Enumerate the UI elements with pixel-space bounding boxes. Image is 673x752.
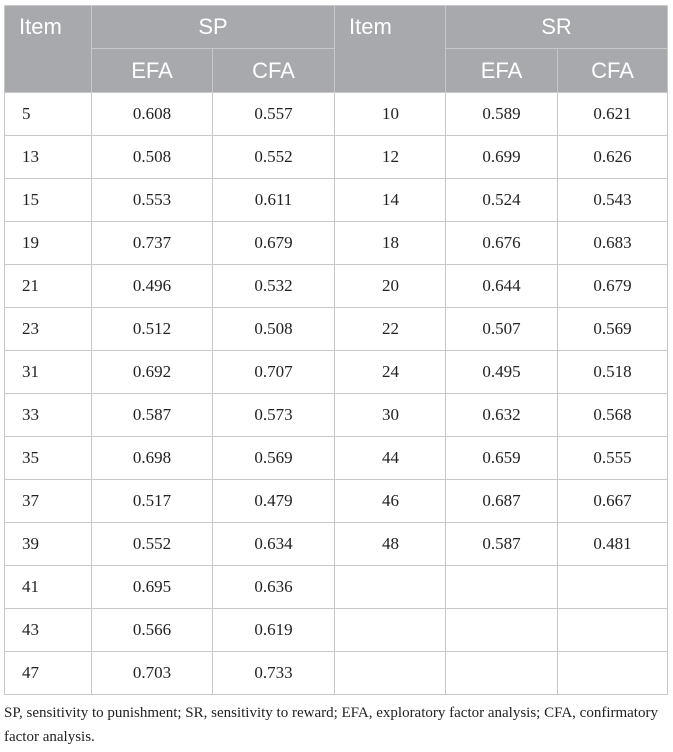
table-footnote: SP, sensitivity to punishment; SR, sensitivity to reward; EFA, exploratory factor analysis; CFA, confirmatory factor analysis. — [4, 705, 658, 745]
sr-efa-cell: 0.507 — [446, 308, 558, 351]
sr-item-cell: 14 — [335, 179, 446, 222]
sp-efa-cell: 0.703 — [92, 652, 213, 695]
sr-cfa-cell — [558, 566, 668, 609]
sp-efa-cell: 0.698 — [92, 437, 213, 480]
sp-cfa-cell: 0.532 — [213, 265, 335, 308]
sr-item-cell — [335, 609, 446, 652]
sp-efa-cell: 0.695 — [92, 566, 213, 609]
sp-cfa-cell: 0.479 — [213, 480, 335, 523]
sp-item-cell: 13 — [5, 136, 92, 179]
sp-cfa-header: CFA — [213, 49, 335, 93]
sr-item-header: Item — [335, 6, 446, 93]
table-row — [5, 652, 668, 695]
sr-efa-cell: 0.699 — [446, 136, 558, 179]
factor-loadings-table — [4, 5, 668, 695]
table-row — [5, 480, 668, 523]
sr-cfa-cell: 0.568 — [558, 394, 668, 437]
sr-efa-cell: 0.495 — [446, 351, 558, 394]
table-row — [5, 222, 668, 265]
sp-item-cell: 5 — [5, 93, 92, 136]
sr-item-cell: 24 — [335, 351, 446, 394]
sr-item-cell: 30 — [335, 394, 446, 437]
sr-cfa-cell: 0.679 — [558, 265, 668, 308]
table-row — [5, 179, 668, 222]
sp-item-cell: 43 — [5, 609, 92, 652]
sp-group-header: SP — [92, 6, 335, 49]
sp-item-cell: 47 — [5, 652, 92, 695]
sp-item-header: Item — [5, 6, 92, 93]
sp-item-cell: 39 — [5, 523, 92, 566]
sr-efa-cell: 0.632 — [446, 394, 558, 437]
sr-group-header: SR — [446, 6, 668, 49]
sr-efa-cell: 0.644 — [446, 265, 558, 308]
sr-cfa-cell: 0.626 — [558, 136, 668, 179]
table-row — [5, 437, 668, 480]
table-row — [5, 523, 668, 566]
sp-item-cell: 37 — [5, 480, 92, 523]
sp-efa-cell: 0.512 — [92, 308, 213, 351]
sr-cfa-cell — [558, 652, 668, 695]
sp-item-cell: 41 — [5, 566, 92, 609]
table-row — [5, 136, 668, 179]
sr-item-cell: 46 — [335, 480, 446, 523]
sr-efa-cell: 0.659 — [446, 437, 558, 480]
sp-efa-cell: 0.553 — [92, 179, 213, 222]
sp-cfa-cell: 0.569 — [213, 437, 335, 480]
sp-efa-cell: 0.496 — [92, 265, 213, 308]
sp-cfa-cell: 0.679 — [213, 222, 335, 265]
sr-cfa-cell: 0.518 — [558, 351, 668, 394]
sp-cfa-cell: 0.611 — [213, 179, 335, 222]
table-body — [5, 93, 668, 695]
sr-cfa-cell: 0.621 — [558, 93, 668, 136]
sr-efa-cell — [446, 566, 558, 609]
sp-efa-cell: 0.608 — [92, 93, 213, 136]
sr-cfa-header: CFA — [558, 49, 668, 93]
sp-item-cell: 33 — [5, 394, 92, 437]
sr-efa-cell: 0.524 — [446, 179, 558, 222]
sp-efa-cell: 0.737 — [92, 222, 213, 265]
table-row — [5, 566, 668, 609]
sp-item-cell: 35 — [5, 437, 92, 480]
sr-item-cell — [335, 652, 446, 695]
sp-cfa-cell: 0.557 — [213, 93, 335, 136]
sr-efa-cell: 0.589 — [446, 93, 558, 136]
sp-cfa-cell: 0.634 — [213, 523, 335, 566]
sp-item-cell: 23 — [5, 308, 92, 351]
sp-efa-cell: 0.517 — [92, 480, 213, 523]
sr-item-cell: 22 — [335, 308, 446, 351]
sr-item-cell: 12 — [335, 136, 446, 179]
sp-efa-cell: 0.692 — [92, 351, 213, 394]
sp-item-cell: 31 — [5, 351, 92, 394]
sp-efa-cell: 0.566 — [92, 609, 213, 652]
sr-efa-cell: 0.676 — [446, 222, 558, 265]
sr-efa-cell: 0.687 — [446, 480, 558, 523]
sr-cfa-cell: 0.667 — [558, 480, 668, 523]
table-row — [5, 93, 668, 136]
sr-efa-cell — [446, 609, 558, 652]
sr-item-cell — [335, 566, 446, 609]
sp-cfa-cell: 0.619 — [213, 609, 335, 652]
sr-item-cell: 10 — [335, 93, 446, 136]
sr-cfa-cell: 0.569 — [558, 308, 668, 351]
sp-cfa-cell: 0.508 — [213, 308, 335, 351]
sr-cfa-cell: 0.555 — [558, 437, 668, 480]
sp-efa-header: EFA — [92, 49, 213, 93]
table-row — [5, 308, 668, 351]
sr-item-cell: 18 — [335, 222, 446, 265]
table-row — [5, 394, 668, 437]
table-row — [5, 265, 668, 308]
sp-cfa-cell: 0.707 — [213, 351, 335, 394]
sp-cfa-cell: 0.636 — [213, 566, 335, 609]
sp-efa-cell: 0.587 — [92, 394, 213, 437]
sp-cfa-cell: 0.733 — [213, 652, 335, 695]
sr-item-cell: 44 — [335, 437, 446, 480]
sp-cfa-cell: 0.552 — [213, 136, 335, 179]
sp-efa-cell: 0.508 — [92, 136, 213, 179]
sr-cfa-cell — [558, 609, 668, 652]
sr-item-cell: 48 — [335, 523, 446, 566]
sr-cfa-cell: 0.481 — [558, 523, 668, 566]
sp-efa-cell: 0.552 — [92, 523, 213, 566]
table-row — [5, 351, 668, 394]
sr-efa-cell — [446, 652, 558, 695]
sp-item-cell: 19 — [5, 222, 92, 265]
sp-cfa-cell: 0.573 — [213, 394, 335, 437]
table-header — [5, 6, 668, 93]
sr-item-cell: 20 — [335, 265, 446, 308]
sr-cfa-cell: 0.683 — [558, 222, 668, 265]
table-row — [5, 609, 668, 652]
sr-efa-cell: 0.587 — [446, 523, 558, 566]
sp-item-cell: 15 — [5, 179, 92, 222]
sr-efa-header: EFA — [446, 49, 558, 93]
sp-item-cell: 21 — [5, 265, 92, 308]
sr-cfa-cell: 0.543 — [558, 179, 668, 222]
